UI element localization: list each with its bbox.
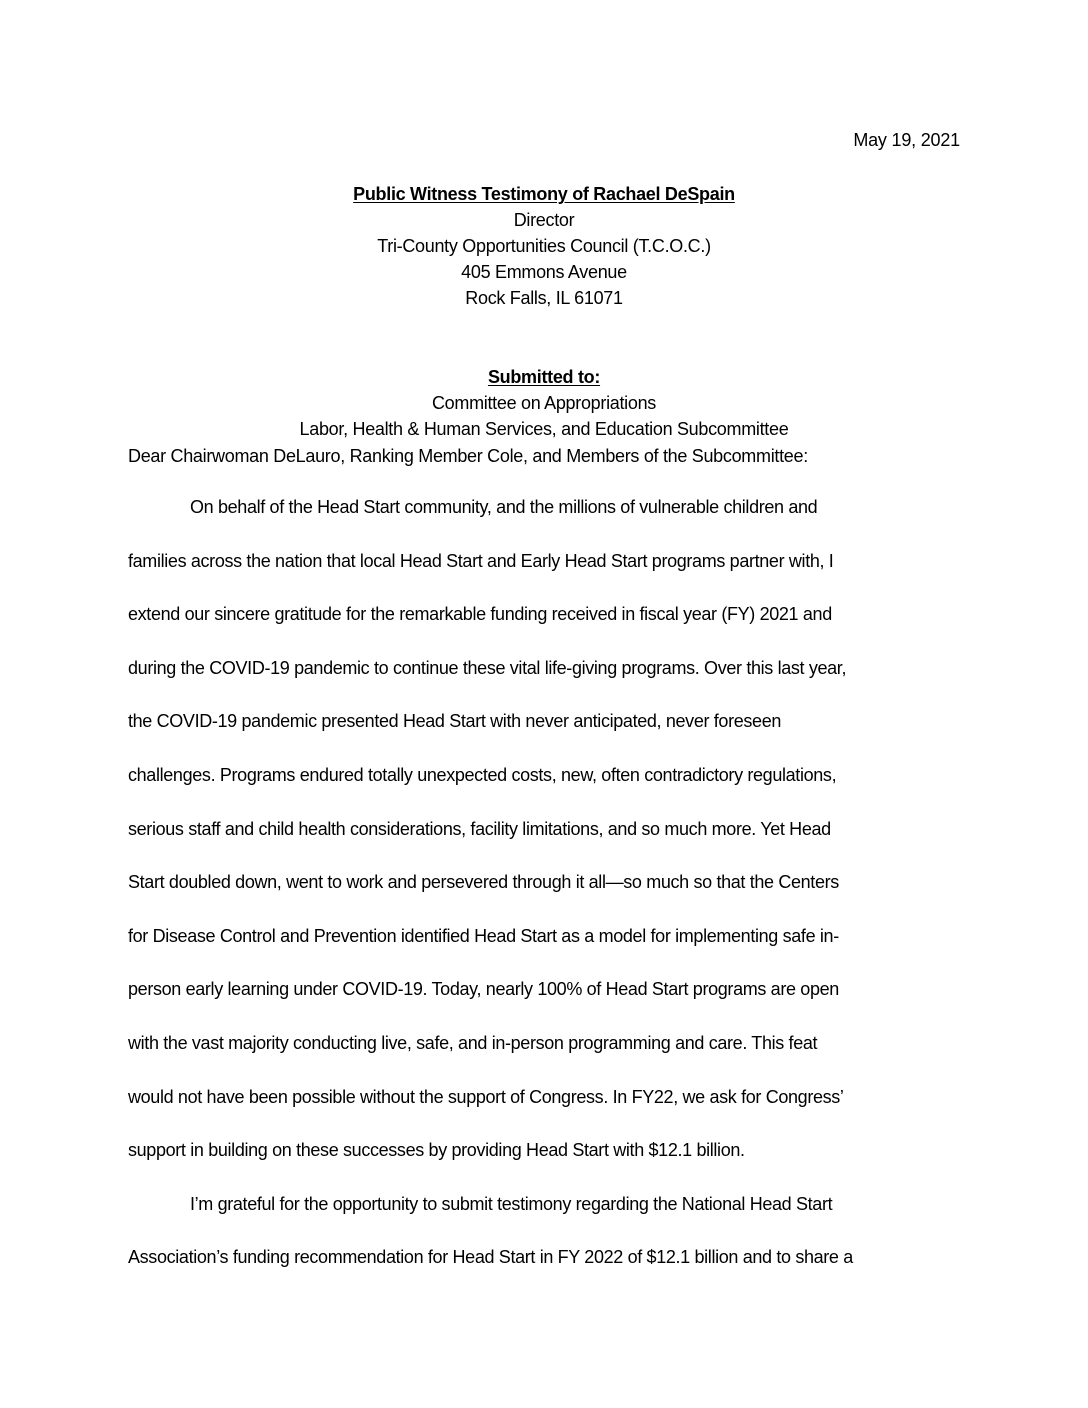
subcommittee-name: Labor, Health & Human Services, and Education Subcommittee	[299, 419, 789, 439]
salutation: Dear Chairwoman DeLauro, Ranking Member Cole, and Members of the Subcommittee:	[128, 446, 808, 466]
body-line: would not have been possible without the support of Congress. In FY22, we ask for Congress’	[128, 1086, 844, 1107]
address-line-1: 405 Emmons Avenue	[461, 262, 627, 282]
body-line: for Disease Control and Prevention identified Head Start as a model for implementing safe in-	[128, 925, 839, 946]
committee-name: Committee on Appropriations	[431, 393, 657, 413]
body-line: the COVID-19 pandemic presented Head Start with never anticipated, never foreseen	[128, 711, 782, 732]
body-line: Start doubled down, went to work and persevered through it all—so much so that the Centers	[128, 872, 839, 893]
testimony-title: Public Witness Testimony of Rachael DeSpain	[353, 184, 735, 204]
body-line: with the vast majority conducting live, safe, and in-person programming and care. This feat	[128, 1032, 818, 1053]
body-line: during the COVID-19 pandemic to continue these vital life-giving programs. Over this last year,	[128, 657, 847, 678]
body-line: serious staff and child health considerations, facility limitations, and so much more. Yet Head	[128, 818, 831, 839]
witness-organization: Tri-County Opportunities Council (T.C.O.C.)	[377, 236, 711, 256]
body-line: extend our sincere gratitude for the remarkable funding received in fiscal year (FY) 2021 and	[128, 604, 832, 625]
body-text	[128, 494, 968, 1298]
witness-position: Director	[513, 210, 575, 230]
body-line: On behalf of the Head Start community, and the millions of vulnerable children and	[190, 497, 818, 517]
body-line: I’m grateful for the opportunity to submit testimony regarding the National Head Start	[190, 1193, 833, 1214]
body-line: challenges. Programs endured totally unexpected costs, new, often contradictory regulations,	[128, 764, 837, 785]
body-line: families across the nation that local Head Start and Early Head Start programs partner with, I	[128, 550, 834, 571]
testimony-heading	[0, 181, 1088, 311]
submitted-to-label: Submitted to:	[487, 367, 601, 387]
body-line: support in building on these successes by providing Head Start with $12.1 billion.	[128, 1140, 745, 1161]
body-line: person early learning under COVID-19. Today, nearly 100% of Head Start programs are open	[128, 979, 839, 1000]
body-line: Association’s funding recommendation for Head Start in FY 2022 of $12.1 billion and to share a	[128, 1247, 853, 1268]
document-date: May 19, 2021	[853, 130, 960, 150]
submitted-to-block	[0, 364, 1088, 442]
address-line-2: Rock Falls, IL 61071	[465, 288, 623, 308]
